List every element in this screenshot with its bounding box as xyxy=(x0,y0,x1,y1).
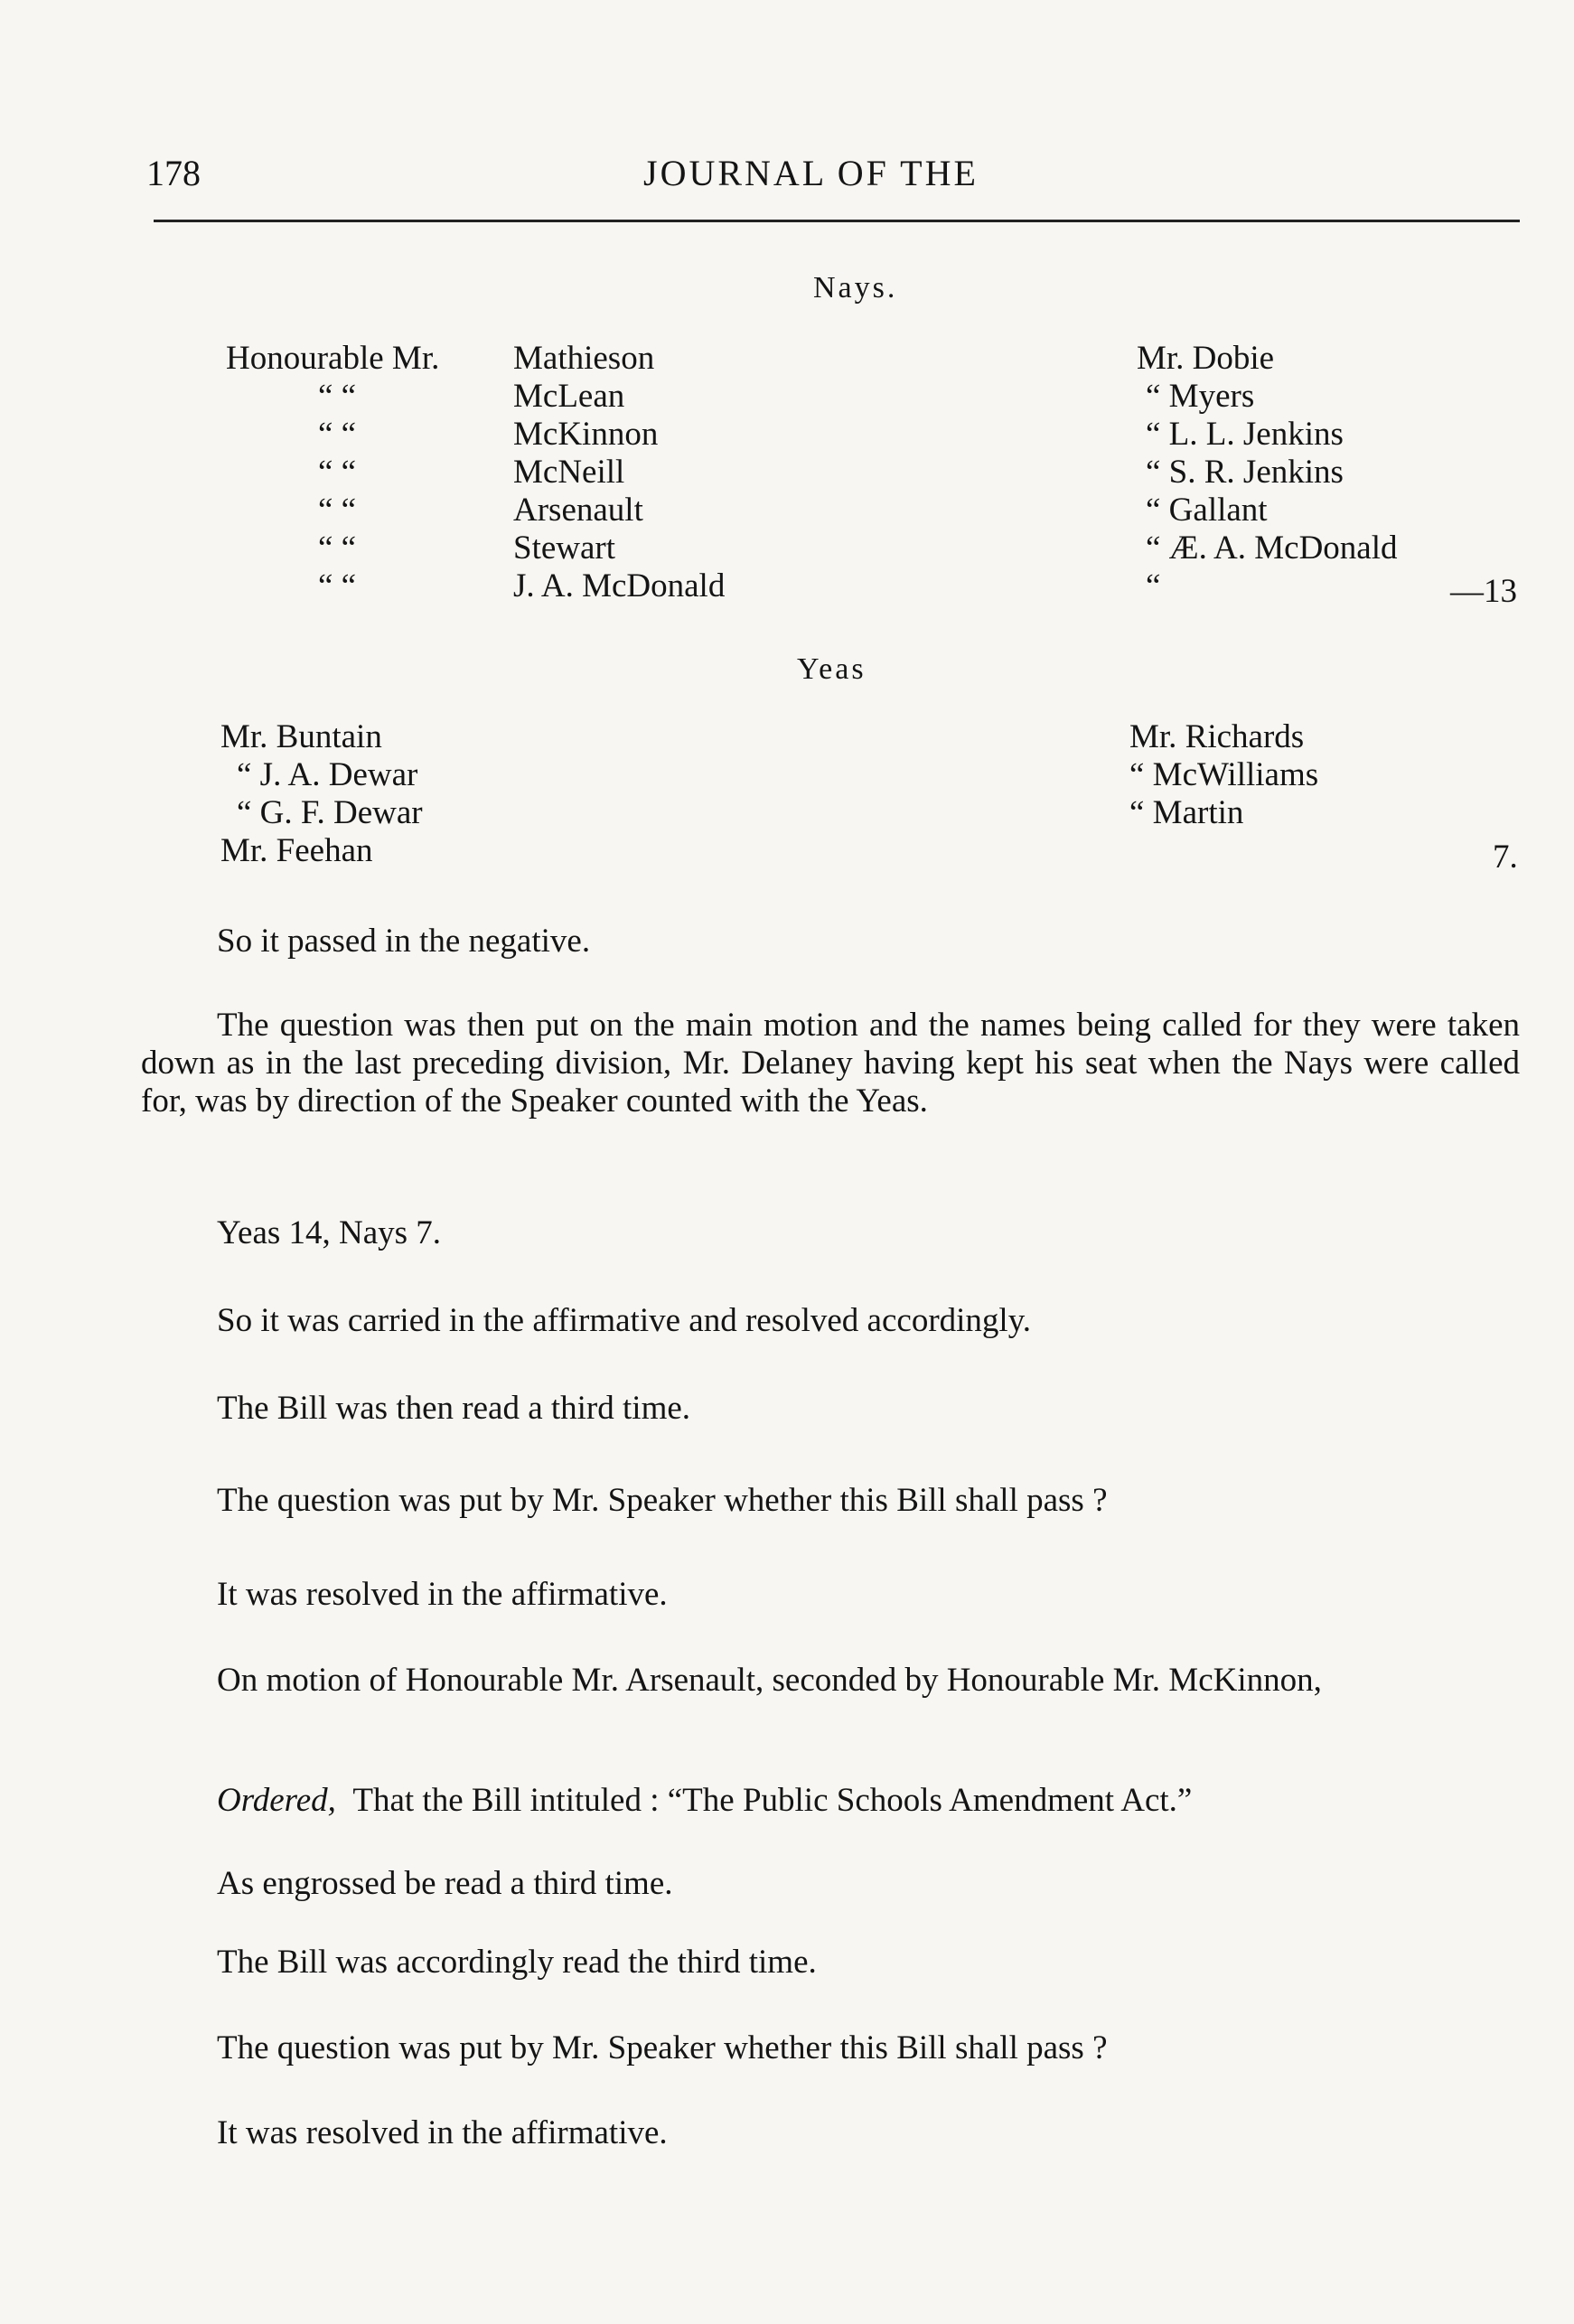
nays-right-name: “ S. R. Jenkins xyxy=(1146,454,1344,491)
ditto-mark: “ “ xyxy=(318,454,357,491)
nays-left-name: McLean xyxy=(513,378,625,415)
paragraph-engrossed: As engrossed be read a third time. xyxy=(217,1865,673,1902)
yeas-right-name: Mr. Richards xyxy=(1129,718,1305,755)
header-rule xyxy=(154,220,1520,222)
ditto-mark: “ “ xyxy=(318,529,357,567)
nays-right-name: “ xyxy=(1146,567,1161,604)
nays-left-name: McKinnon xyxy=(513,416,659,453)
yeas-total: 7. xyxy=(1493,839,1518,876)
ditto-mark: “ “ xyxy=(318,378,357,415)
nays-total: —13 xyxy=(1450,573,1517,610)
nays-left-name: J. A. McDonald xyxy=(513,567,726,604)
yeas-heading: Yeas xyxy=(797,652,867,686)
nays-right-name: Mr. Dobie xyxy=(1137,340,1275,377)
ditto-mark: “ “ xyxy=(318,492,357,529)
yeas-left-name: Mr. Buntain xyxy=(220,718,382,755)
paragraph-read-third: The Bill was accordingly read the third time. xyxy=(217,1944,817,1981)
nays-left-name: Mathieson xyxy=(513,340,655,377)
nays-heading: Nays. xyxy=(813,271,898,305)
nays-left-name: Stewart xyxy=(513,529,616,567)
yeas-right-name: “ Martin xyxy=(1129,794,1244,831)
running-title: JOURNAL OF THE xyxy=(643,153,979,193)
paragraph-carried: So it was carried in the affirmative and resolved accordingly. xyxy=(217,1302,1032,1339)
paragraph-question-2: The question was put by Mr. Speaker whether this Bill shall pass ? xyxy=(217,2029,1108,2066)
nays-left-title: Honourable Mr. xyxy=(226,340,440,377)
nays-right-name: “ L. L. Jenkins xyxy=(1146,416,1344,453)
yeas-left-name: Mr. Feehan xyxy=(220,832,373,869)
paragraph-motion: On motion of Honourable Mr. Arsenault, seconded by Honourable Mr. McKinnon, xyxy=(217,1662,1322,1699)
nays-right-name: “ Æ. A. McDonald xyxy=(1146,529,1398,567)
paragraph-negative: So it passed in the negative. xyxy=(217,923,591,960)
ditto-mark: “ “ xyxy=(318,416,357,453)
paragraph-resolved: It was resolved in the affirmative. xyxy=(217,1576,668,1613)
page-number: 178 xyxy=(146,153,201,193)
nays-right-name: “ Myers xyxy=(1146,378,1255,415)
yeas-right-name: “ McWilliams xyxy=(1129,756,1319,793)
nays-left-name: Arsenault xyxy=(513,492,643,529)
paragraph-question: The question was put by Mr. Speaker whether this Bill shall pass ? xyxy=(217,1482,1108,1519)
paragraph-main-motion: The question was then put on the main motion and the names being called for they were taken down as in the last preceding division, Mr. Delaney having kept his seat when the Nays were called for, was by direction of the Speaker counted with the Yeas. xyxy=(141,1007,1520,1120)
nays-right-name: “ Gallant xyxy=(1146,492,1268,529)
ordered-text: That the Bill intituled : “The Public Schools Amendment Act.” xyxy=(352,1782,1193,1819)
ditto-mark: “ “ xyxy=(318,567,357,604)
paragraph-ordered xyxy=(217,1782,1192,1820)
yeas-left-name: “ J. A. Dewar xyxy=(237,756,418,793)
nays-left-name: McNeill xyxy=(513,454,625,491)
paragraph-third-reading: The Bill was then read a third time. xyxy=(217,1390,691,1427)
paragraph-resolved-2: It was resolved in the affirmative. xyxy=(217,2114,668,2151)
ordered-label: Ordered, xyxy=(217,1782,336,1819)
yeas-left-name: “ G. F. Dewar xyxy=(237,794,423,831)
paragraph-vote-count: Yeas 14, Nays 7. xyxy=(217,1214,442,1251)
